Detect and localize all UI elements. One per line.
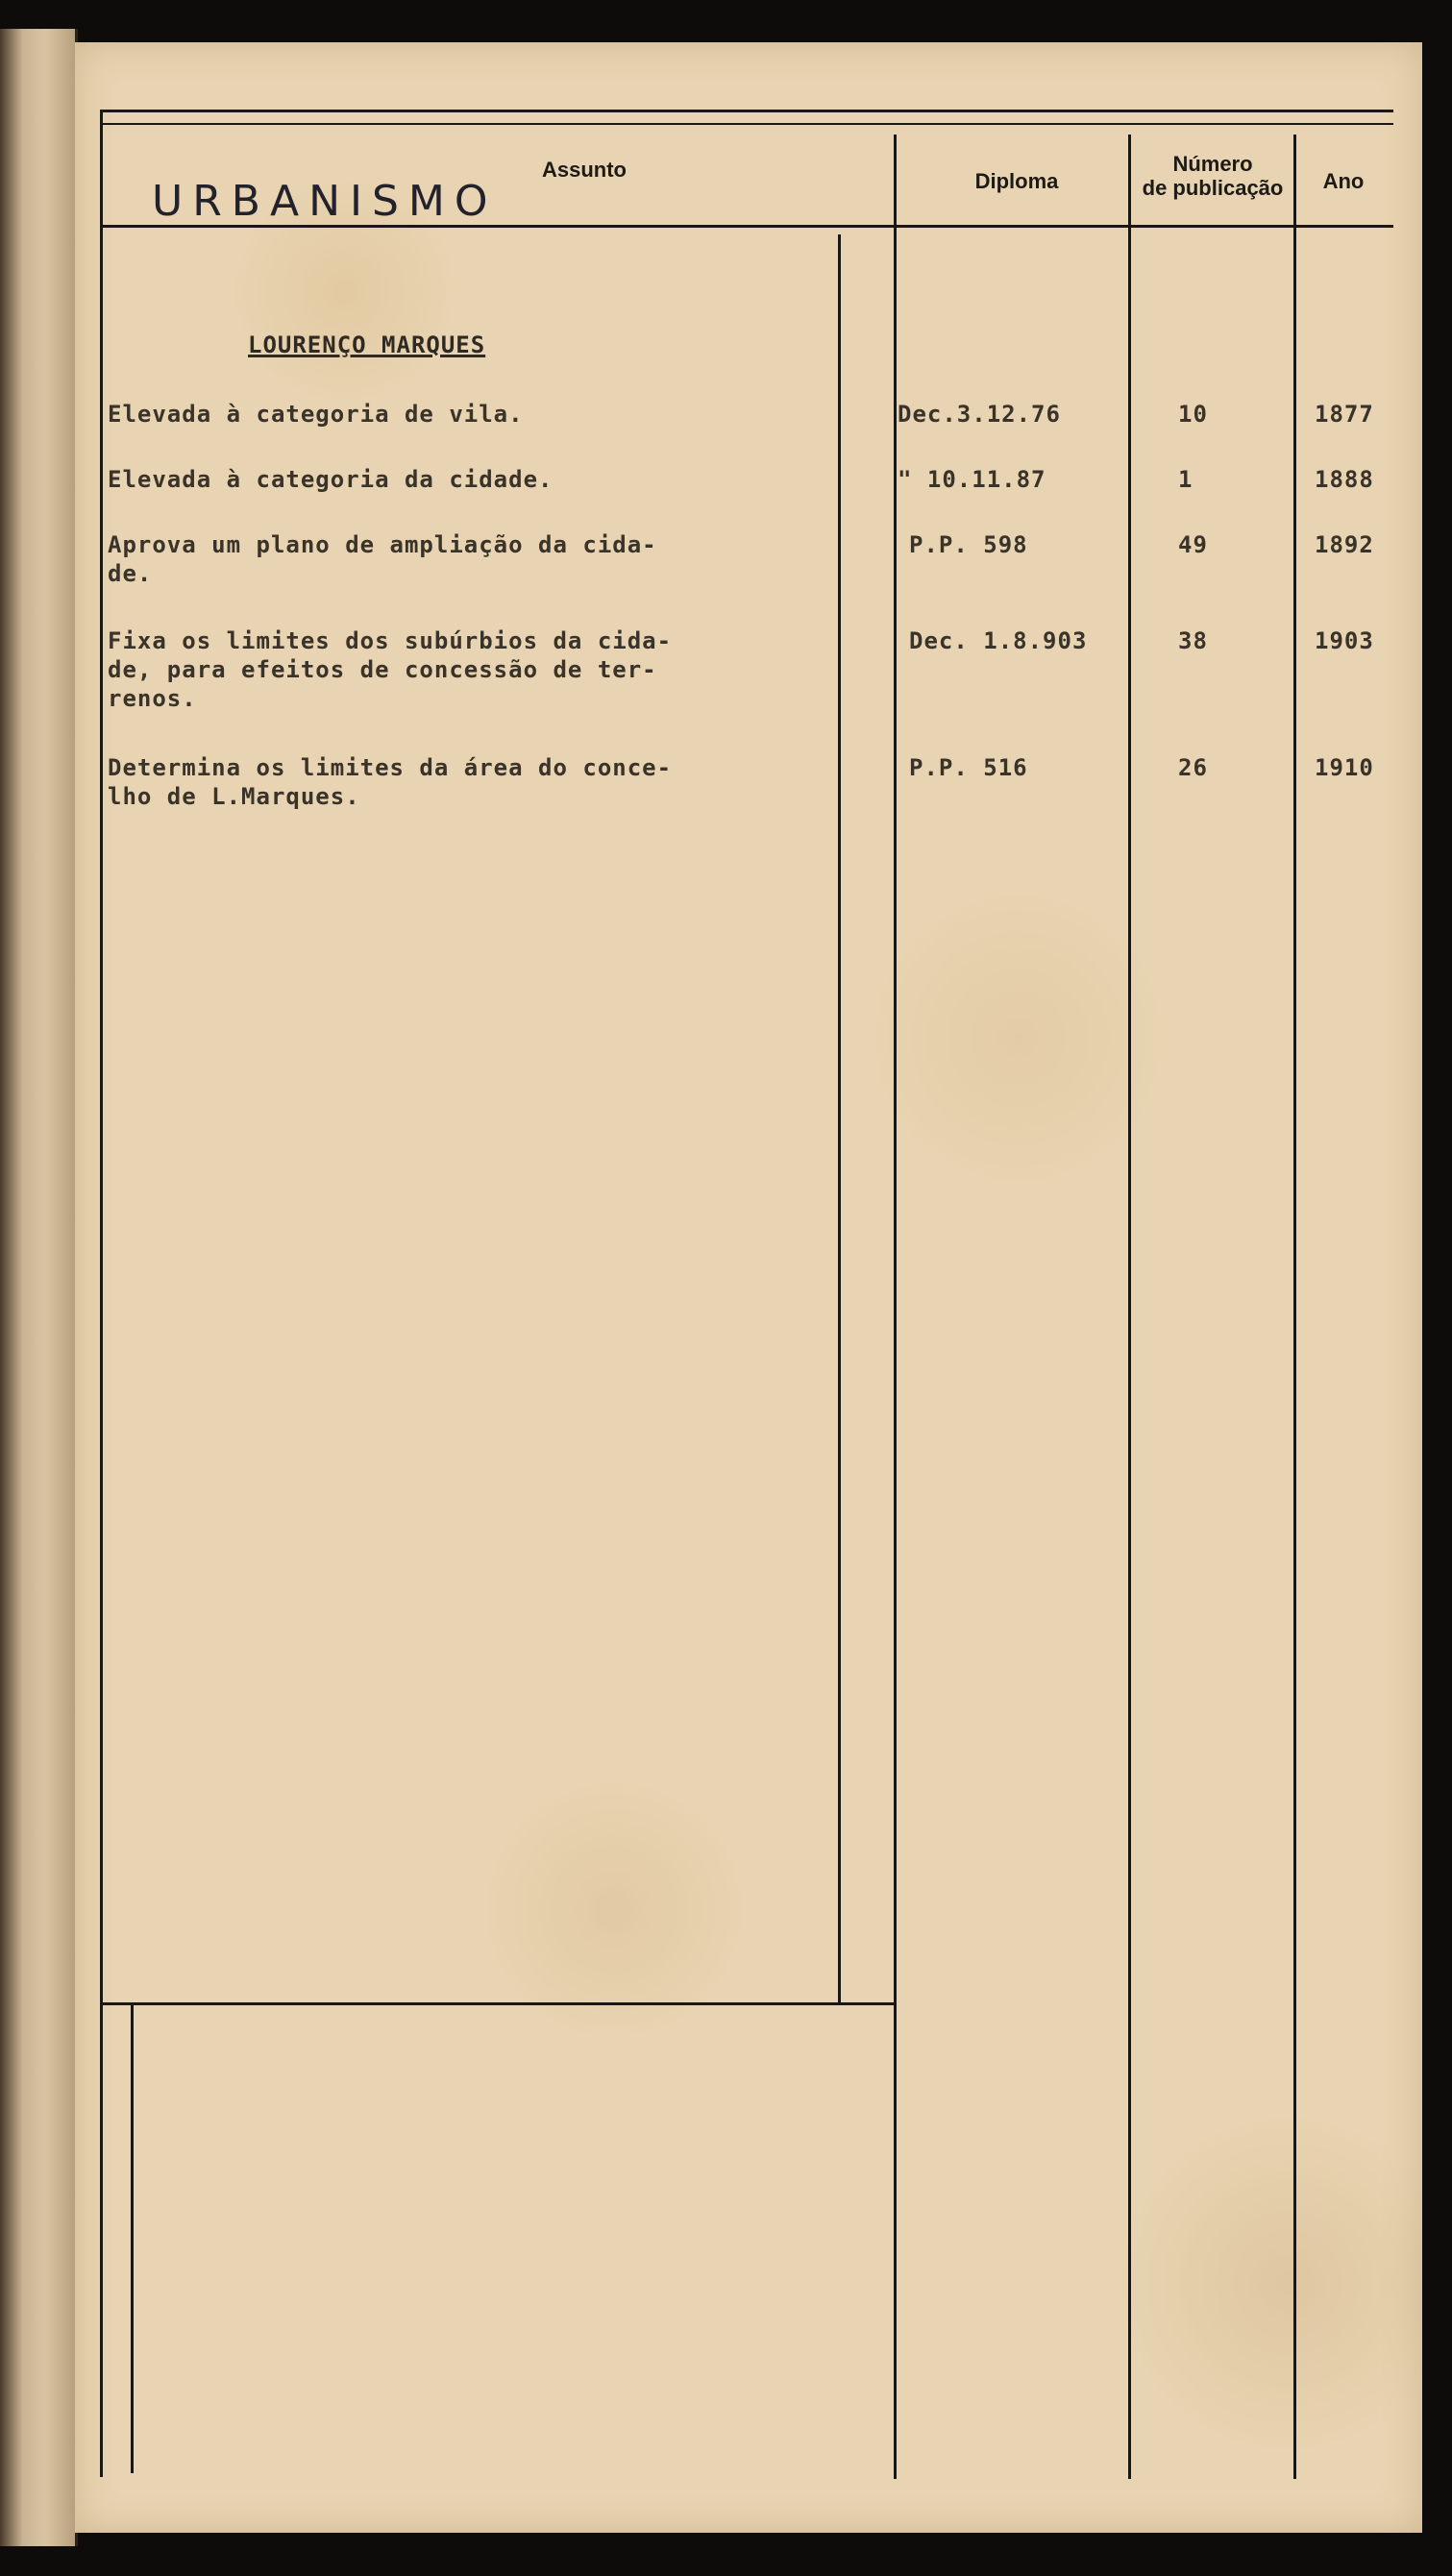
row-ano: 1877 bbox=[1315, 401, 1374, 428]
row-numero: 49 bbox=[1178, 531, 1208, 558]
row-assunto: Fixa os limites dos subúrbios da cida- de, para efeitos de concessão de ter- renos. bbox=[108, 627, 673, 712]
assunto-inner-divider bbox=[838, 234, 841, 2002]
ledger-page bbox=[75, 42, 1422, 2533]
footer-rule bbox=[100, 2002, 896, 2005]
top-rule bbox=[100, 110, 1393, 112]
diploma-divider bbox=[894, 135, 897, 2479]
row-diploma: " 10.11.87 bbox=[898, 466, 1046, 493]
row-ano: 1892 bbox=[1315, 531, 1374, 558]
row-ano: 1903 bbox=[1315, 627, 1374, 654]
row-assunto: Determina os limites da área do conce- lho de L.Marques. bbox=[108, 754, 673, 810]
row-diploma: Dec. 1.8.903 bbox=[909, 627, 1088, 654]
row-diploma: Dec.3.12.76 bbox=[898, 401, 1061, 428]
row-ano: 1910 bbox=[1315, 754, 1374, 781]
book-binding bbox=[0, 29, 78, 2546]
ano-divider bbox=[1293, 135, 1296, 2479]
column-header-numero-line2: de publicação bbox=[1142, 176, 1284, 200]
row-assunto: Aprova um plano de ampliação da cida- de. bbox=[108, 531, 657, 587]
row-numero: 26 bbox=[1178, 754, 1208, 781]
left-border bbox=[100, 111, 103, 2477]
row-assunto: Elevada à categoria de vila. bbox=[108, 401, 524, 428]
row-diploma: P.P. 598 bbox=[909, 531, 1028, 558]
section-heading: LOURENÇO MARQUES bbox=[248, 331, 486, 358]
subject-handwritten: URBANISMO bbox=[152, 177, 498, 226]
row-numero: 1 bbox=[1178, 466, 1194, 493]
row-assunto: Elevada à categoria da cidade. bbox=[108, 466, 554, 493]
column-header-numero bbox=[1132, 152, 1293, 200]
row-diploma: P.P. 516 bbox=[909, 754, 1028, 781]
numero-divider bbox=[1128, 135, 1131, 2479]
column-header-numero-line1: Número bbox=[1172, 152, 1253, 176]
column-header-assunto: Assunto bbox=[542, 158, 627, 182]
row-numero: 38 bbox=[1178, 627, 1208, 654]
row-ano: 1888 bbox=[1315, 466, 1374, 493]
top-rule-second bbox=[100, 123, 1393, 125]
column-header-ano: Ano bbox=[1322, 169, 1365, 193]
column-header-diploma: Diploma bbox=[974, 169, 1059, 193]
row-numero: 10 bbox=[1178, 401, 1208, 428]
footer-inner-line bbox=[131, 2002, 134, 2473]
